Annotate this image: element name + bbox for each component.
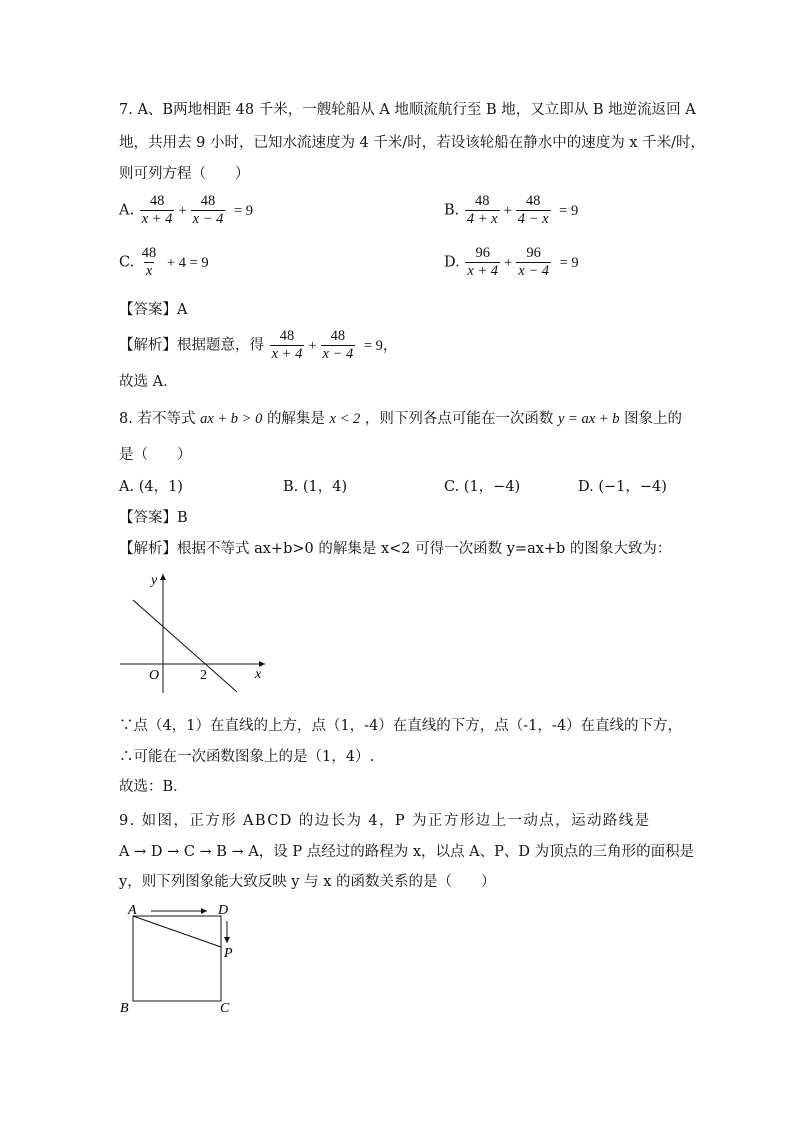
fraction: $\frac{48}{4 + x}$ <box>466 193 498 227</box>
q7-line-2: 地，共用去 9 小时，已知水流速度为 4 千米/时，若设该轮船在静水中的速度为 x 千米/时， <box>119 135 706 151</box>
q9-square-figure <box>115 897 255 1022</box>
fraction: $\frac{48}{x + 4}$ <box>141 193 173 227</box>
q7-option-d: D. $\frac{96}{x + 4}$ + $\frac{96}{x - 4}$ = 9 <box>444 245 579 279</box>
x-axis-label: x <box>255 667 262 682</box>
label-d: D <box>218 903 229 918</box>
q8-reason-2: ∴可能在一次函数图象上的是（1，4）. <box>119 749 375 765</box>
q7-option-a: A. $\frac{48}{x + 4}$ + $\frac{48}{x - 4}$ = 9 <box>119 193 254 227</box>
q8-option-c: C. (1，−4) <box>444 479 521 495</box>
segment-ap <box>133 916 221 947</box>
fraction: $\frac{48}{x - 4}$ <box>192 193 224 227</box>
square-abcd <box>133 916 221 1001</box>
label-p: P <box>224 946 233 961</box>
x-intercept-label: 2 <box>200 668 207 683</box>
q9-line-1: 9. 如图，正方形 ABCD 的边长为 4，P 为正方形边上一动点，运动路线是 <box>119 813 651 829</box>
fraction: $\frac{48}{4 - x}$ <box>517 193 549 227</box>
q7-line-1: 7. A、B两地相距 48 千米，一艘轮船从 A 地顺流航行至 B 地，又立即从 B 地逆流返回 A <box>119 102 696 118</box>
origin-label: O <box>149 668 160 683</box>
label-b: B <box>120 1001 129 1016</box>
q8-option-d: D. (−1，−4) <box>578 479 667 495</box>
q9-line-2: A → D → C → B → A，设 P 点经过的路程为 x，以点 A、P、D 为顶点的三角形的面积是 <box>119 844 695 860</box>
q8-line-2: 是（ ） <box>119 447 192 463</box>
q8-option-b: B. (1，4) <box>283 479 348 495</box>
fraction: $\frac{48}{x - 4}$ <box>322 328 354 362</box>
fraction: $\frac{96}{x + 4}$ <box>467 245 499 279</box>
q7-option-c: C. $\frac{48}{x}$ + 4 = 9 <box>119 245 209 279</box>
label-a: A <box>128 903 137 918</box>
q8-line-1: 8. 若不等式 ax + b > 0 的解集是 x < 2 ，则下列各点可能在一次函数 y = ax + b 图象上的 <box>119 411 683 427</box>
q8-analysis: 【解析】根据不等式 ax+b>0 的解集是 x<2 可得一次函数 y=ax+b 的图象大致为： <box>119 541 672 557</box>
q7-option-b: B. $\frac{48}{4 + x}$ + $\frac{48}{4 - x}$ = 9 <box>444 193 579 227</box>
q7-conclusion: 故选 A． <box>119 374 178 390</box>
q8-reason-1: ∵点（4，1）在直线的上方，点（1，-4）在直线的下方，点（-1，-4）在直线的下方， <box>119 718 683 734</box>
q8-graph <box>115 568 275 698</box>
q8-conclusion: 故选：B． <box>119 779 188 795</box>
q7-analysis: 【解析】根据题意，得 $\frac{48}{x + 4}$ + $\frac{48}{x - 4}$ = 9， <box>119 328 398 362</box>
q7-answer: 【答案】A <box>119 302 188 318</box>
q9-line-3: y，则下列图象能大致反映 y 与 x 的函数关系的是（ ） <box>119 874 496 890</box>
q8-answer: 【答案】B <box>119 510 188 526</box>
label-c: C <box>220 1001 230 1016</box>
fraction: $\frac{48}{x}$ <box>141 245 157 279</box>
q8-option-a: A. (4，1) <box>119 479 183 495</box>
fraction: $\frac{48}{x + 4}$ <box>271 328 303 362</box>
fraction: $\frac{96}{x - 4}$ <box>518 245 549 279</box>
q7-line-3: 则可列方程（ ） <box>119 166 250 182</box>
y-axis-label: y <box>151 573 158 588</box>
